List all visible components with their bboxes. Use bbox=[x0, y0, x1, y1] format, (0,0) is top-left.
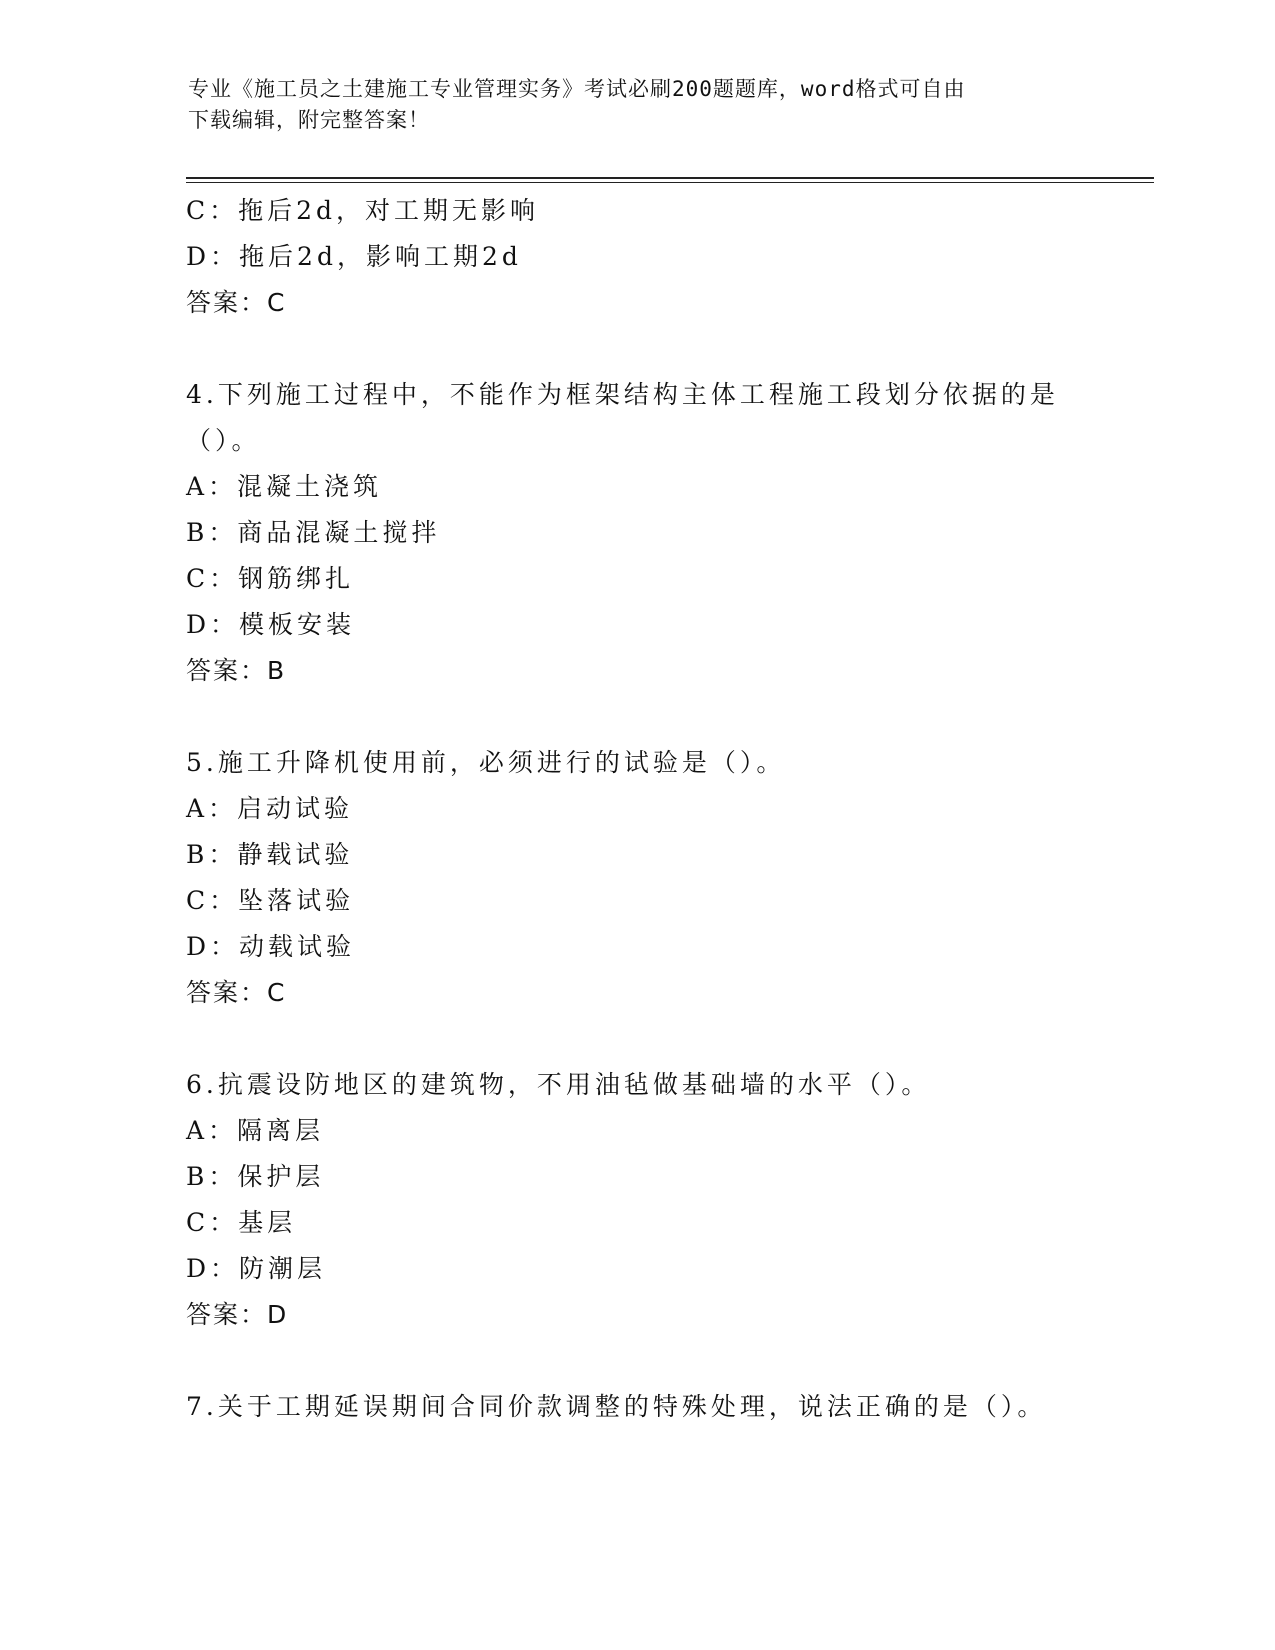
document-header bbox=[188, 74, 1068, 136]
option-c: C：拖后2d，对工期无影响 bbox=[186, 196, 540, 225]
question-text-line-2: （）。 bbox=[186, 426, 261, 455]
option-d: D：模板安装 bbox=[186, 610, 356, 639]
header-rule-thin bbox=[186, 182, 1154, 183]
answer: 答案：C bbox=[186, 288, 287, 317]
answer: 答案：B bbox=[186, 656, 287, 685]
spacer bbox=[186, 694, 1086, 740]
option-b: B：保护层 bbox=[186, 1162, 325, 1191]
option-a: A：混凝土浇筑 bbox=[186, 472, 383, 501]
spacer bbox=[186, 326, 1086, 372]
option-d: D：动载试验 bbox=[186, 932, 356, 961]
question-3-tail bbox=[186, 188, 1086, 326]
option-d: D：拖后2d，影响工期2d bbox=[186, 242, 522, 271]
question-5 bbox=[186, 740, 1086, 1016]
option-c: C：基层 bbox=[186, 1208, 297, 1237]
option-b: B：静载试验 bbox=[186, 840, 354, 869]
option-c: C：坠落试验 bbox=[186, 886, 355, 915]
question-text: 5.施工升降机使用前，必须进行的试验是（）。 bbox=[186, 748, 786, 777]
option-c: C：钢筋绑扎 bbox=[186, 564, 355, 593]
header-line-1: 专业《施工员之土建施工专业管理实务》考试必刷200题题库，word格式可自由 bbox=[188, 77, 966, 101]
option-a: A：隔离层 bbox=[186, 1116, 325, 1145]
option-b: B：商品混凝土搅拌 bbox=[186, 518, 441, 547]
question-7 bbox=[186, 1384, 1086, 1430]
question-6 bbox=[186, 1062, 1086, 1338]
answer: 答案：C bbox=[186, 978, 287, 1007]
spacer bbox=[186, 1016, 1086, 1062]
question-text-line-1: 4.下列施工过程中，不能作为框架结构主体工程施工段划分依据的是 bbox=[186, 380, 1059, 409]
answer: 答案：D bbox=[186, 1300, 289, 1329]
question-list bbox=[186, 188, 1086, 1430]
header-rule-thick bbox=[186, 177, 1154, 179]
question-text: 7.关于工期延误期间合同价款调整的特殊处理，说法正确的是（）。 bbox=[186, 1392, 1047, 1421]
option-a: A：启动试验 bbox=[186, 794, 354, 823]
option-d: D：防潮层 bbox=[186, 1254, 327, 1283]
question-4 bbox=[186, 372, 1086, 694]
question-text: 6.抗震设防地区的建筑物，不用油毡做基础墙的水平（）。 bbox=[186, 1070, 931, 1099]
header-line-2: 下载编辑，附完整答案！ bbox=[188, 108, 430, 132]
spacer bbox=[186, 1338, 1086, 1384]
